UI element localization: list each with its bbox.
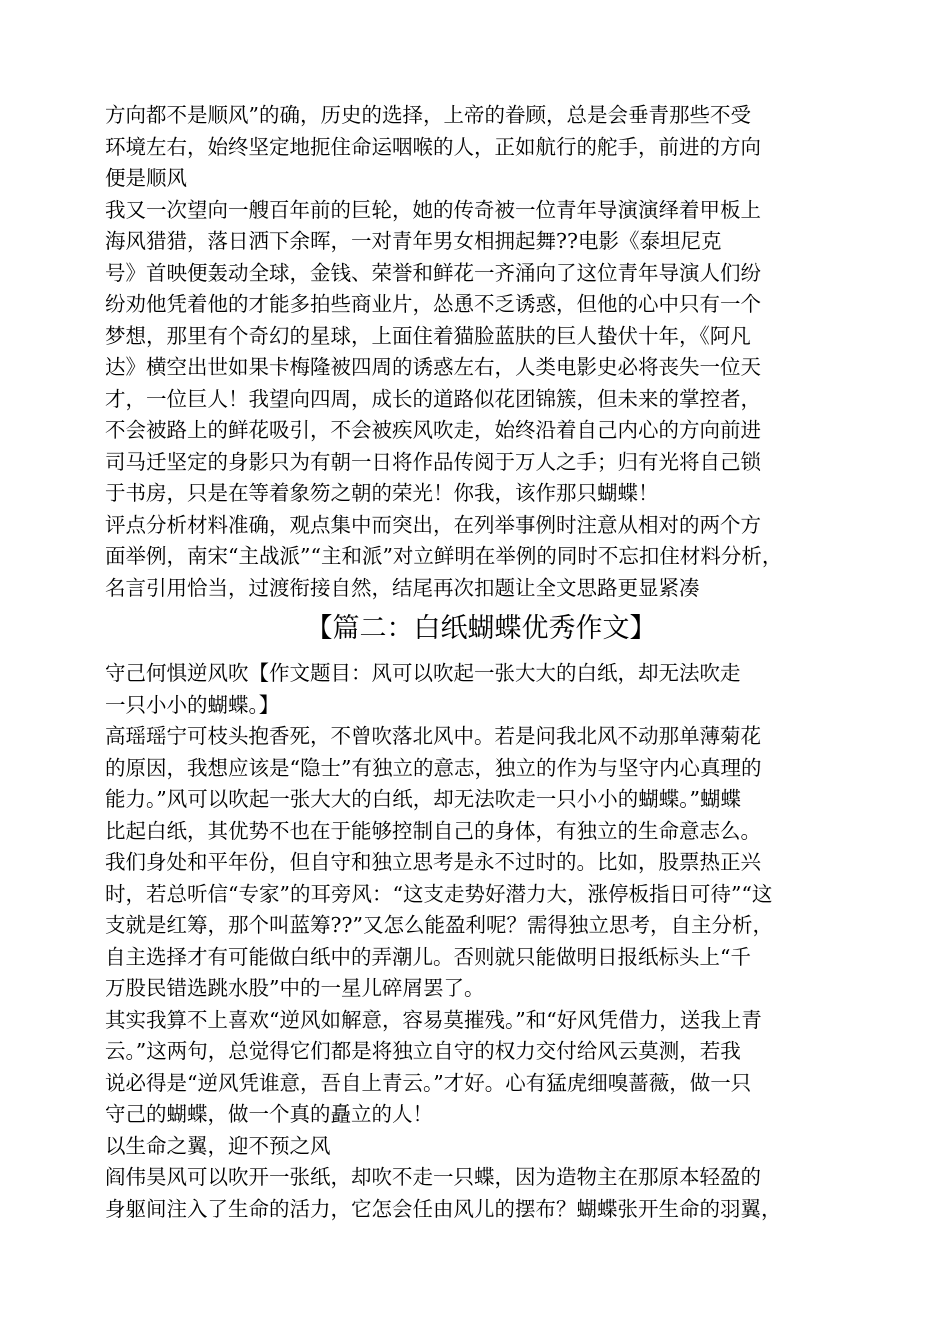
text-line: 名言引用恰当，过渡衔接自然，结尾再次扣题让全文思路更显紧凑 <box>105 575 700 600</box>
text-line: 才，一位巨人！我望向四周，成长的道路似花团锦簇，但未来的掌控者， <box>105 386 761 411</box>
text-line: 时，若总听信“专家”的耳旁风：“这支走势好潜力大，涨停板指日可待”“这 <box>105 881 773 906</box>
text-line: 的原因，我想应该是“隐士”有独立的意志，独立的作为与坚守内心真理的 <box>105 755 762 780</box>
text-line: 面举例，南宋“主战派”“主和派”对立鲜明在举例的同时不忘扣住材料分析， <box>105 544 783 568</box>
text-line: 于书房，只是在等着象笏之朝的荣光！你我，该作那只蝴蝶！ <box>105 481 659 505</box>
text-line: 一只小小的蝴蝶。】 <box>105 692 280 717</box>
text-line: 达》横空出世如果卡梅隆被四周的诱惑左右，人类电影史必将丧失一位天 <box>105 355 761 379</box>
text-line: 司马迁坚定的身影只为有朝一日将作品传阅于万人之手；归有光将自己锁 <box>105 449 761 474</box>
text-line: 云。”这两句，总觉得它们都是将独立自守的权力交付给风云莫测，若我 <box>105 1039 741 1063</box>
text-line: 身躯间注入了生命的活力，它怎会任由风儿的摆布？蝴蝶张开生命的羽翼， <box>105 1196 782 1221</box>
text-line: 便是顺风 <box>105 166 187 190</box>
document-page <box>105 100 857 1225</box>
text-line: 比起白纸，其优势不也在于能够控制自己的身体，有独立的生命意志么。 <box>105 818 761 843</box>
text-line: 高瑶瑶宁可枝头抱香死，不曾吹落北风中。若是问我北风不动那单薄菊花 <box>105 724 761 748</box>
text-line: 我又一次望向一艘百年前的巨轮，她的传奇被一位青年导演演绎着甲板上 <box>105 197 761 222</box>
text-line: 阎伟昊风可以吹开一张纸，却吹不走一只蝶，因为造物主在那原本轻盈的 <box>105 1165 761 1189</box>
text-line: 能力。”风可以吹起一张大大的白纸，却无法吹走一只小小的蝴蝶。”蝴蝶 <box>105 787 741 811</box>
text-line: 守己的蝴蝶，做一个真的矗立的人！ <box>105 1102 433 1126</box>
text-line: 号》首映便轰动全球，金钱、荣誉和鲜花一齐涌向了这位青年导演人们纷 <box>105 260 761 285</box>
text-line: 其实我算不上喜欢“逆风如解意，容易莫摧残。”和“好风凭借力，送我上青 <box>105 1007 762 1032</box>
text-line: 环境左右，始终坚定地扼住命运咽喉的人，正如航行的舵手，前进的方向 <box>105 134 761 159</box>
essay-section-1 <box>105 100 857 604</box>
text-line: 海风猎猎，落日洒下余晖，一对青年男女相拥起舞??电影《泰坦尼克 <box>105 229 722 253</box>
text-line: 支就是红筹，那个叫蓝筹??”又怎么能盈利呢？需得独立思考，自主分析， <box>105 913 773 937</box>
section-heading: 【篇二：白纸蝴蝶优秀作文】 <box>305 613 657 644</box>
text-line: 我们身处和平年份，但自守和独立思考是永不过时的。比如，股票热正兴 <box>105 850 761 874</box>
text-line: 守己何惧逆风吹【作文题目：风可以吹起一张大大的白纸，却无法吹走 <box>105 661 741 685</box>
text-line: 评点分析材料准确，观点集中而突出，在列举事例时注意从相对的两个方 <box>105 512 761 537</box>
text-line: 方向都不是顺风”的确，历史的选择，上帝的眷顾，总是会垂青那些不受 <box>105 103 751 127</box>
text-line: 以生命之翼，迎不预之风 <box>105 1133 331 1158</box>
text-line: 不会被路上的鲜花吸引，不会被疾风吹走，始终沿着自己内心的方向前进 <box>105 418 761 442</box>
text-line: 自主选择才有可能做白纸中的弄潮儿。否则就只能做明日报纸标头上“千 <box>105 944 751 969</box>
text-line: 纷劝他凭着他的才能多拍些商业片，怂恿不乏诱惑，但他的心中只有一个 <box>105 292 761 316</box>
text-line: 万股民错选跳水股”中的一星儿碎屑罢了。 <box>105 976 485 1000</box>
text-line: 说必得是“逆风凭谁意，吾自上青云。”才好。心有猛虎细嗅蔷薇，做一只 <box>105 1070 752 1095</box>
text-line: 梦想，那里有个奇幻的星球，上面住着猫脸蓝肤的巨人蛰伏十年，《阿凡 <box>105 323 751 348</box>
essay-section-2 <box>105 658 857 1225</box>
